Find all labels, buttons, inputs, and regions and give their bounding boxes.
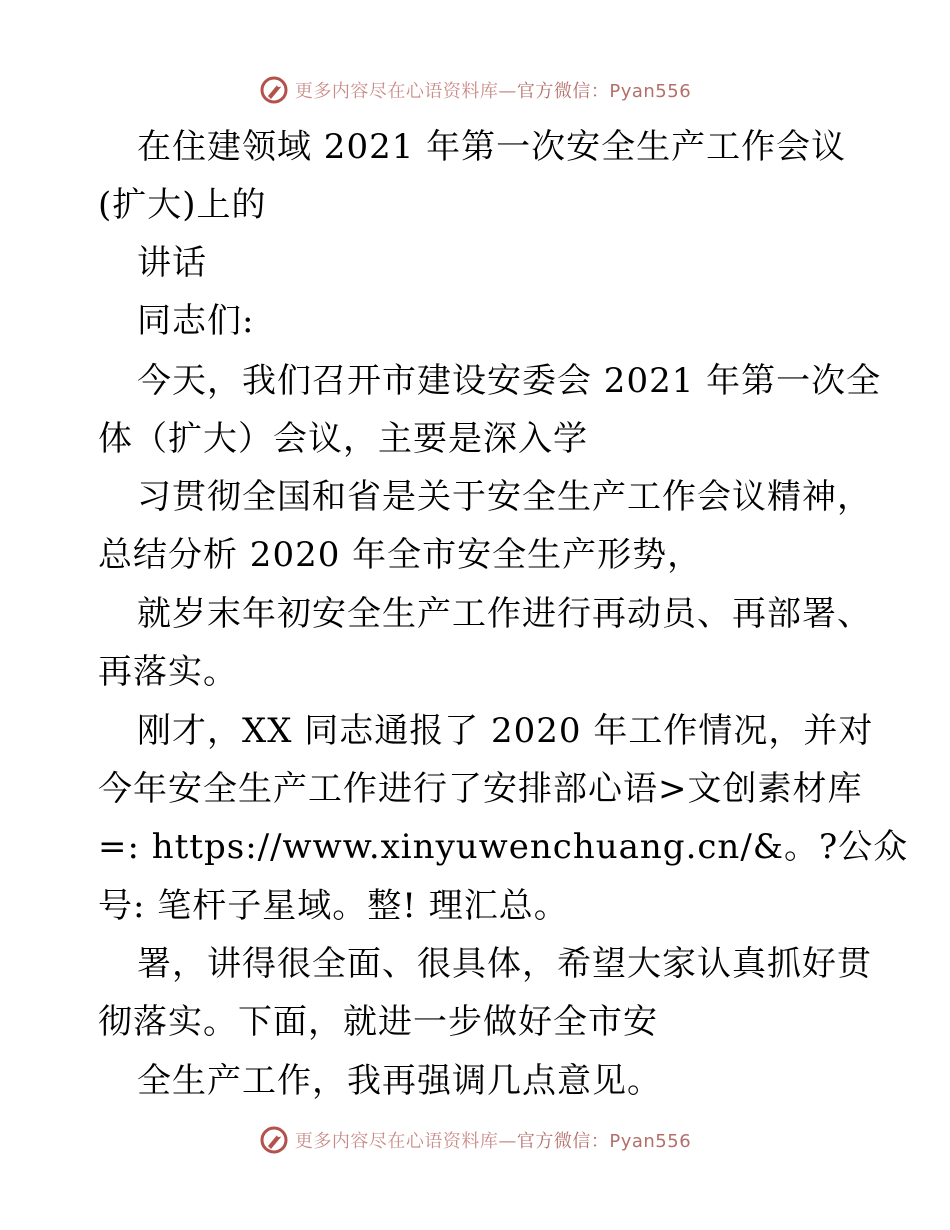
paragraph-line: 全生产工作，我再强调几点意见。 [137,1061,662,1101]
paragraph-line: 就岁末年初安全生产工作进行再动员、再部署、 [137,594,872,634]
title-line-3: 讲话 [137,243,207,283]
footer-banner [0,1120,950,1160]
banner-main-text: 更多内容尽在心语资料库 [294,1131,499,1152]
banner-separator: — [498,81,517,102]
paragraph-line: 再落实。 [98,652,238,692]
banner-text [295,77,691,103]
paragraph-line: 总结分析 2020 年全市安全生产形势， [98,535,703,575]
pen-nib-circle-icon [259,75,289,105]
paragraph-line: 号: 笔杆子星域。整! 理汇总。 [98,886,569,926]
paragraph-line: =: https://www.xinyuwenchuang.cn/&。?公众 [98,827,909,867]
header-banner [0,70,950,110]
banner-separator: — [498,1131,517,1152]
paragraph-line: 今天，我们召开市建设安委会 2021 年第一次全 [137,361,882,401]
banner-text [295,1127,691,1153]
banner-wechat-text: 官方微信：Pyan556 [516,1131,692,1152]
title-line-1: 在住建领域 2021 年第一次安全生产工作会议 [137,127,847,167]
pen-nib-circle-icon [259,1125,289,1155]
paragraph-line: 署，讲得很全面、很具体，希望大家认真抓好贯 [137,944,872,984]
title-line-2: (扩大)上的 [98,185,267,225]
paragraph-line: 刚才，XX 同志通报了 2020 年工作情况，并对 [137,711,874,751]
paragraph-line: 体（扩大）会议，主要是深入学 [98,419,588,459]
paragraph-line: 今年安全生产工作进行了安排部心语>文创素材库 [98,769,863,809]
paragraph-line: 习贯彻全国和省是关于安全生产工作会议精神， [137,477,872,517]
banner-main-text: 更多内容尽在心语资料库 [294,81,499,102]
paragraph-line: 彻落实。下面，就进一步做好全市安 [98,1002,658,1042]
salutation: 同志们: [137,301,255,341]
banner-wechat-text: 官方微信：Pyan556 [516,81,692,102]
